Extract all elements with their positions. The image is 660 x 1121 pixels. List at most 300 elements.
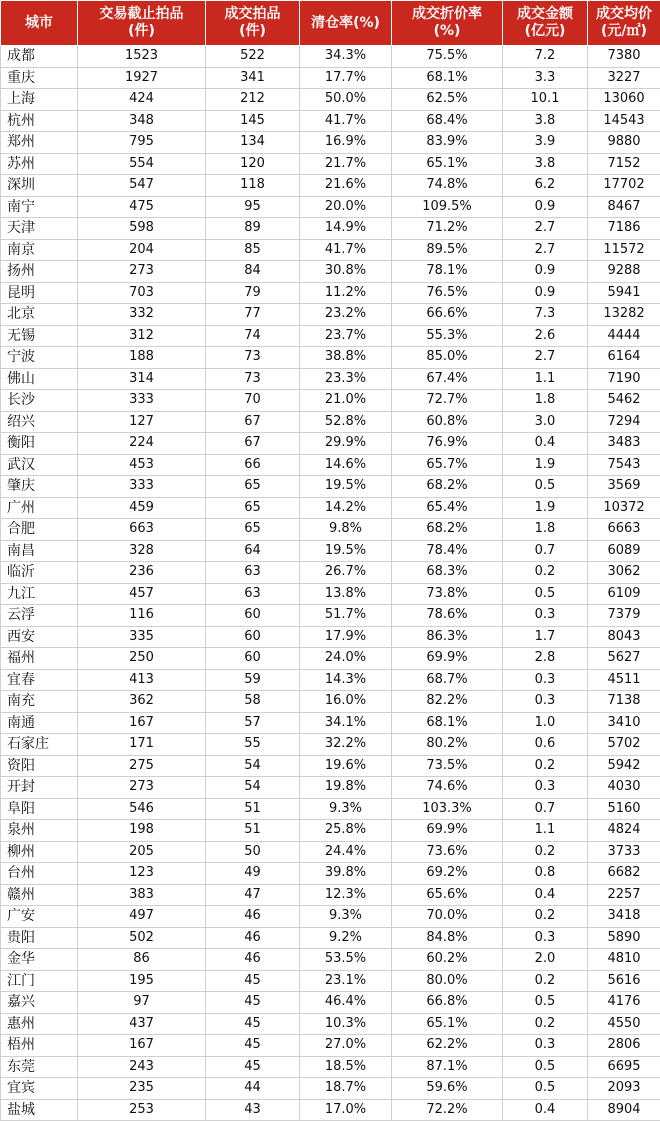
value-cell: 46.4% [300, 992, 392, 1014]
value-cell: 95 [206, 196, 300, 218]
value-cell: 212 [206, 89, 300, 111]
value-cell: 47 [206, 884, 300, 906]
value-cell: 6663 [588, 519, 660, 541]
value-cell: 0.5 [503, 1056, 588, 1078]
city-cell: 昆明 [1, 282, 78, 304]
city-cell: 台州 [1, 863, 78, 885]
value-cell: 4810 [588, 949, 660, 971]
city-cell: 石家庄 [1, 734, 78, 756]
value-cell: 66.8% [392, 992, 503, 1014]
city-cell: 绍兴 [1, 411, 78, 433]
value-cell: 43 [206, 1099, 300, 1121]
table-row [1, 132, 660, 154]
value-cell: 2257 [588, 884, 660, 906]
table-row [1, 562, 660, 584]
value-cell: 795 [78, 132, 206, 154]
value-cell: 5616 [588, 970, 660, 992]
value-cell: 17.0% [300, 1099, 392, 1121]
value-cell: 67 [206, 411, 300, 433]
city-cell: 无锡 [1, 325, 78, 347]
table-row [1, 67, 660, 89]
value-cell: 23.3% [300, 368, 392, 390]
value-cell: 16.0% [300, 691, 392, 713]
value-cell: 333 [78, 390, 206, 412]
value-cell: 21.7% [300, 153, 392, 175]
column-header: 交易截止拍品 (件) [78, 1, 206, 46]
value-cell: 89.5% [392, 239, 503, 261]
value-cell: 26.7% [300, 562, 392, 584]
table-row [1, 927, 660, 949]
value-cell: 78.6% [392, 605, 503, 627]
value-cell: 75.5% [392, 46, 503, 68]
value-cell: 413 [78, 669, 206, 691]
value-cell: 1.9 [503, 497, 588, 519]
column-header: 城市 [1, 1, 78, 46]
value-cell: 3733 [588, 841, 660, 863]
value-cell: 145 [206, 110, 300, 132]
value-cell: 74 [206, 325, 300, 347]
value-cell: 74.6% [392, 777, 503, 799]
column-header: 清仓率(%) [300, 1, 392, 46]
table-row [1, 798, 660, 820]
value-cell: 0.9 [503, 196, 588, 218]
value-cell: 7.2 [503, 46, 588, 68]
column-header: 成交均价 (元/㎡) [588, 1, 660, 46]
value-cell: 79 [206, 282, 300, 304]
table-row [1, 1013, 660, 1035]
header-row [1, 1, 660, 46]
value-cell: 72.7% [392, 390, 503, 412]
value-cell: 328 [78, 540, 206, 562]
table-row [1, 304, 660, 326]
value-cell: 3227 [588, 67, 660, 89]
value-cell: 7379 [588, 605, 660, 627]
value-cell: 554 [78, 153, 206, 175]
value-cell: 333 [78, 476, 206, 498]
value-cell: 14543 [588, 110, 660, 132]
value-cell: 21.0% [300, 390, 392, 412]
value-cell: 5160 [588, 798, 660, 820]
value-cell: 80.0% [392, 970, 503, 992]
value-cell: 11.2% [300, 282, 392, 304]
value-cell: 0.7 [503, 798, 588, 820]
value-cell: 424 [78, 89, 206, 111]
value-cell: 0.3 [503, 691, 588, 713]
value-cell: 10.3% [300, 1013, 392, 1035]
value-cell: 437 [78, 1013, 206, 1035]
value-cell: 60 [206, 626, 300, 648]
value-cell: 74.8% [392, 175, 503, 197]
value-cell: 51.7% [300, 605, 392, 627]
value-cell: 65.1% [392, 153, 503, 175]
value-cell: 314 [78, 368, 206, 390]
value-cell: 6089 [588, 540, 660, 562]
city-cell: 宜春 [1, 669, 78, 691]
city-cell: 柳州 [1, 841, 78, 863]
table-row [1, 906, 660, 928]
value-cell: 46 [206, 927, 300, 949]
value-cell: 118 [206, 175, 300, 197]
value-cell: 224 [78, 433, 206, 455]
city-cell: 南宁 [1, 196, 78, 218]
city-cell: 梧州 [1, 1035, 78, 1057]
value-cell: 17.9% [300, 626, 392, 648]
value-cell: 50.0% [300, 89, 392, 111]
city-cell: 杭州 [1, 110, 78, 132]
value-cell: 547 [78, 175, 206, 197]
value-cell: 2806 [588, 1035, 660, 1057]
value-cell: 7186 [588, 218, 660, 240]
value-cell: 66 [206, 454, 300, 476]
value-cell: 41.7% [300, 110, 392, 132]
value-cell: 0.9 [503, 261, 588, 283]
city-cell: 赣州 [1, 884, 78, 906]
value-cell: 16.9% [300, 132, 392, 154]
value-cell: 44 [206, 1078, 300, 1100]
value-cell: 73.5% [392, 755, 503, 777]
value-cell: 134 [206, 132, 300, 154]
value-cell: 0.3 [503, 777, 588, 799]
value-cell: 6682 [588, 863, 660, 885]
city-cell: 南通 [1, 712, 78, 734]
value-cell: 68.7% [392, 669, 503, 691]
value-cell: 1523 [78, 46, 206, 68]
value-cell: 55 [206, 734, 300, 756]
city-cell: 成都 [1, 46, 78, 68]
value-cell: 34.3% [300, 46, 392, 68]
column-header: 成交拍品 (件) [206, 1, 300, 46]
value-cell: 19.5% [300, 540, 392, 562]
value-cell: 167 [78, 712, 206, 734]
value-cell: 167 [78, 1035, 206, 1057]
value-cell: 59 [206, 669, 300, 691]
city-cell: 宁波 [1, 347, 78, 369]
value-cell: 3.0 [503, 411, 588, 433]
value-cell: 52.8% [300, 411, 392, 433]
table-row [1, 497, 660, 519]
value-cell: 1.1 [503, 820, 588, 842]
value-cell: 3.3 [503, 67, 588, 89]
value-cell: 2.7 [503, 218, 588, 240]
table-row [1, 970, 660, 992]
value-cell: 57 [206, 712, 300, 734]
value-cell: 0.4 [503, 433, 588, 455]
value-cell: 87.1% [392, 1056, 503, 1078]
city-cell: 武汉 [1, 454, 78, 476]
table-body [1, 46, 660, 1121]
value-cell: 20.0% [300, 196, 392, 218]
table-row [1, 218, 660, 240]
value-cell: 6164 [588, 347, 660, 369]
value-cell: 5627 [588, 648, 660, 670]
value-cell: 0.5 [503, 476, 588, 498]
value-cell: 73.6% [392, 841, 503, 863]
value-cell: 188 [78, 347, 206, 369]
value-cell: 24.0% [300, 648, 392, 670]
value-cell: 7294 [588, 411, 660, 433]
table-row [1, 282, 660, 304]
value-cell: 9.8% [300, 519, 392, 541]
city-cell: 扬州 [1, 261, 78, 283]
value-cell: 10372 [588, 497, 660, 519]
value-cell: 0.9 [503, 282, 588, 304]
value-cell: 9288 [588, 261, 660, 283]
value-cell: 204 [78, 239, 206, 261]
value-cell: 68.2% [392, 519, 503, 541]
value-cell: 38.8% [300, 347, 392, 369]
city-cell: 阜阳 [1, 798, 78, 820]
city-cell: 深圳 [1, 175, 78, 197]
table-row [1, 648, 660, 670]
city-cell: 北京 [1, 304, 78, 326]
value-cell: 45 [206, 1056, 300, 1078]
value-cell: 65 [206, 476, 300, 498]
table-row [1, 1056, 660, 1078]
value-cell: 32.2% [300, 734, 392, 756]
value-cell: 54 [206, 777, 300, 799]
table-row [1, 390, 660, 412]
value-cell: 5890 [588, 927, 660, 949]
value-cell: 55.3% [392, 325, 503, 347]
value-cell: 9880 [588, 132, 660, 154]
city-cell: 贵阳 [1, 927, 78, 949]
table-row [1, 583, 660, 605]
table-header [1, 1, 660, 46]
value-cell: 84 [206, 261, 300, 283]
value-cell: 332 [78, 304, 206, 326]
value-cell: 14.2% [300, 497, 392, 519]
value-cell: 70 [206, 390, 300, 412]
value-cell: 171 [78, 734, 206, 756]
value-cell: 3.8 [503, 110, 588, 132]
table-row [1, 884, 660, 906]
value-cell: 51 [206, 820, 300, 842]
value-cell: 0.2 [503, 841, 588, 863]
value-cell: 453 [78, 454, 206, 476]
value-cell: 65 [206, 497, 300, 519]
value-cell: 4444 [588, 325, 660, 347]
value-cell: 0.2 [503, 1013, 588, 1035]
value-cell: 17702 [588, 175, 660, 197]
table-row [1, 755, 660, 777]
table-row [1, 605, 660, 627]
value-cell: 25.8% [300, 820, 392, 842]
city-cell: 西安 [1, 626, 78, 648]
value-cell: 30.8% [300, 261, 392, 283]
value-cell: 85.0% [392, 347, 503, 369]
value-cell: 4176 [588, 992, 660, 1014]
value-cell: 49 [206, 863, 300, 885]
value-cell: 13.8% [300, 583, 392, 605]
value-cell: 273 [78, 777, 206, 799]
value-cell: 383 [78, 884, 206, 906]
value-cell: 127 [78, 411, 206, 433]
value-cell: 3410 [588, 712, 660, 734]
value-cell: 0.2 [503, 970, 588, 992]
value-cell: 205 [78, 841, 206, 863]
value-cell: 312 [78, 325, 206, 347]
table-row [1, 411, 660, 433]
value-cell: 123 [78, 863, 206, 885]
city-cell: 金华 [1, 949, 78, 971]
value-cell: 4550 [588, 1013, 660, 1035]
value-cell: 19.6% [300, 755, 392, 777]
value-cell: 62.5% [392, 89, 503, 111]
value-cell: 546 [78, 798, 206, 820]
value-cell: 275 [78, 755, 206, 777]
value-cell: 2.7 [503, 239, 588, 261]
value-cell: 335 [78, 626, 206, 648]
table-row [1, 992, 660, 1014]
value-cell: 77 [206, 304, 300, 326]
value-cell: 64 [206, 540, 300, 562]
value-cell: 0.5 [503, 583, 588, 605]
value-cell: 80.2% [392, 734, 503, 756]
value-cell: 82.2% [392, 691, 503, 713]
city-cell: 重庆 [1, 67, 78, 89]
value-cell: 8043 [588, 626, 660, 648]
value-cell: 65.6% [392, 884, 503, 906]
value-cell: 21.6% [300, 175, 392, 197]
value-cell: 13060 [588, 89, 660, 111]
column-header: 成交折价率 (%) [392, 1, 503, 46]
table-row [1, 1078, 660, 1100]
value-cell: 19.5% [300, 476, 392, 498]
value-cell: 0.3 [503, 605, 588, 627]
value-cell: 69.2% [392, 863, 503, 885]
city-cell: 嘉兴 [1, 992, 78, 1014]
value-cell: 0.6 [503, 734, 588, 756]
value-cell: 243 [78, 1056, 206, 1078]
value-cell: 29.9% [300, 433, 392, 455]
value-cell: 703 [78, 282, 206, 304]
value-cell: 17.7% [300, 67, 392, 89]
value-cell: 341 [206, 67, 300, 89]
value-cell: 86 [78, 949, 206, 971]
city-cell: 九江 [1, 583, 78, 605]
value-cell: 3569 [588, 476, 660, 498]
value-cell: 0.2 [503, 906, 588, 928]
value-cell: 14.3% [300, 669, 392, 691]
city-cell: 广安 [1, 906, 78, 928]
value-cell: 76.9% [392, 433, 503, 455]
table-row [1, 712, 660, 734]
value-cell: 68.1% [392, 712, 503, 734]
value-cell: 1.9 [503, 454, 588, 476]
table-row [1, 540, 660, 562]
value-cell: 83.9% [392, 132, 503, 154]
value-cell: 2.0 [503, 949, 588, 971]
value-cell: 3.9 [503, 132, 588, 154]
table-row [1, 153, 660, 175]
value-cell: 1.8 [503, 390, 588, 412]
value-cell: 18.7% [300, 1078, 392, 1100]
city-cell: 福州 [1, 648, 78, 670]
value-cell: 59.6% [392, 1078, 503, 1100]
table-row [1, 239, 660, 261]
value-cell: 253 [78, 1099, 206, 1121]
value-cell: 14.6% [300, 454, 392, 476]
value-cell: 7138 [588, 691, 660, 713]
value-cell: 68.4% [392, 110, 503, 132]
value-cell: 27.0% [300, 1035, 392, 1057]
value-cell: 0.4 [503, 1099, 588, 1121]
value-cell: 58 [206, 691, 300, 713]
city-cell: 惠州 [1, 1013, 78, 1035]
value-cell: 120 [206, 153, 300, 175]
value-cell: 54 [206, 755, 300, 777]
city-cell: 合肥 [1, 519, 78, 541]
table-row [1, 777, 660, 799]
value-cell: 11572 [588, 239, 660, 261]
value-cell: 3.8 [503, 153, 588, 175]
column-header: 成交金额 (亿元) [503, 1, 588, 46]
value-cell: 8467 [588, 196, 660, 218]
value-cell: 5702 [588, 734, 660, 756]
value-cell: 195 [78, 970, 206, 992]
value-cell: 3418 [588, 906, 660, 928]
value-cell: 65.1% [392, 1013, 503, 1035]
value-cell: 9.2% [300, 927, 392, 949]
value-cell: 5941 [588, 282, 660, 304]
value-cell: 65.4% [392, 497, 503, 519]
value-cell: 459 [78, 497, 206, 519]
value-cell: 2.7 [503, 347, 588, 369]
table-row [1, 1035, 660, 1057]
value-cell: 85 [206, 239, 300, 261]
value-cell: 109.5% [392, 196, 503, 218]
value-cell: 67.4% [392, 368, 503, 390]
city-cell: 资阳 [1, 755, 78, 777]
value-cell: 73.8% [392, 583, 503, 605]
value-cell: 7543 [588, 454, 660, 476]
city-cell: 长沙 [1, 390, 78, 412]
value-cell: 0.5 [503, 1078, 588, 1100]
value-cell: 68.2% [392, 476, 503, 498]
value-cell: 23.2% [300, 304, 392, 326]
value-cell: 0.3 [503, 1035, 588, 1057]
value-cell: 65.7% [392, 454, 503, 476]
value-cell: 0.2 [503, 562, 588, 584]
city-cell: 宜宾 [1, 1078, 78, 1100]
city-cell: 衡阳 [1, 433, 78, 455]
table-row [1, 476, 660, 498]
value-cell: 502 [78, 927, 206, 949]
table-row [1, 196, 660, 218]
value-cell: 4824 [588, 820, 660, 842]
value-cell: 18.5% [300, 1056, 392, 1078]
value-cell: 68.1% [392, 67, 503, 89]
value-cell: 19.8% [300, 777, 392, 799]
value-cell: 116 [78, 605, 206, 627]
value-cell: 663 [78, 519, 206, 541]
city-cell: 肇庆 [1, 476, 78, 498]
value-cell: 69.9% [392, 820, 503, 842]
value-cell: 0.4 [503, 884, 588, 906]
table-row [1, 347, 660, 369]
value-cell: 1.8 [503, 519, 588, 541]
value-cell: 46 [206, 906, 300, 928]
value-cell: 475 [78, 196, 206, 218]
value-cell: 46 [206, 949, 300, 971]
city-cell: 天津 [1, 218, 78, 240]
city-cell: 江门 [1, 970, 78, 992]
value-cell: 497 [78, 906, 206, 928]
value-cell: 86.3% [392, 626, 503, 648]
table-row [1, 519, 660, 541]
value-cell: 53.5% [300, 949, 392, 971]
value-cell: 7380 [588, 46, 660, 68]
